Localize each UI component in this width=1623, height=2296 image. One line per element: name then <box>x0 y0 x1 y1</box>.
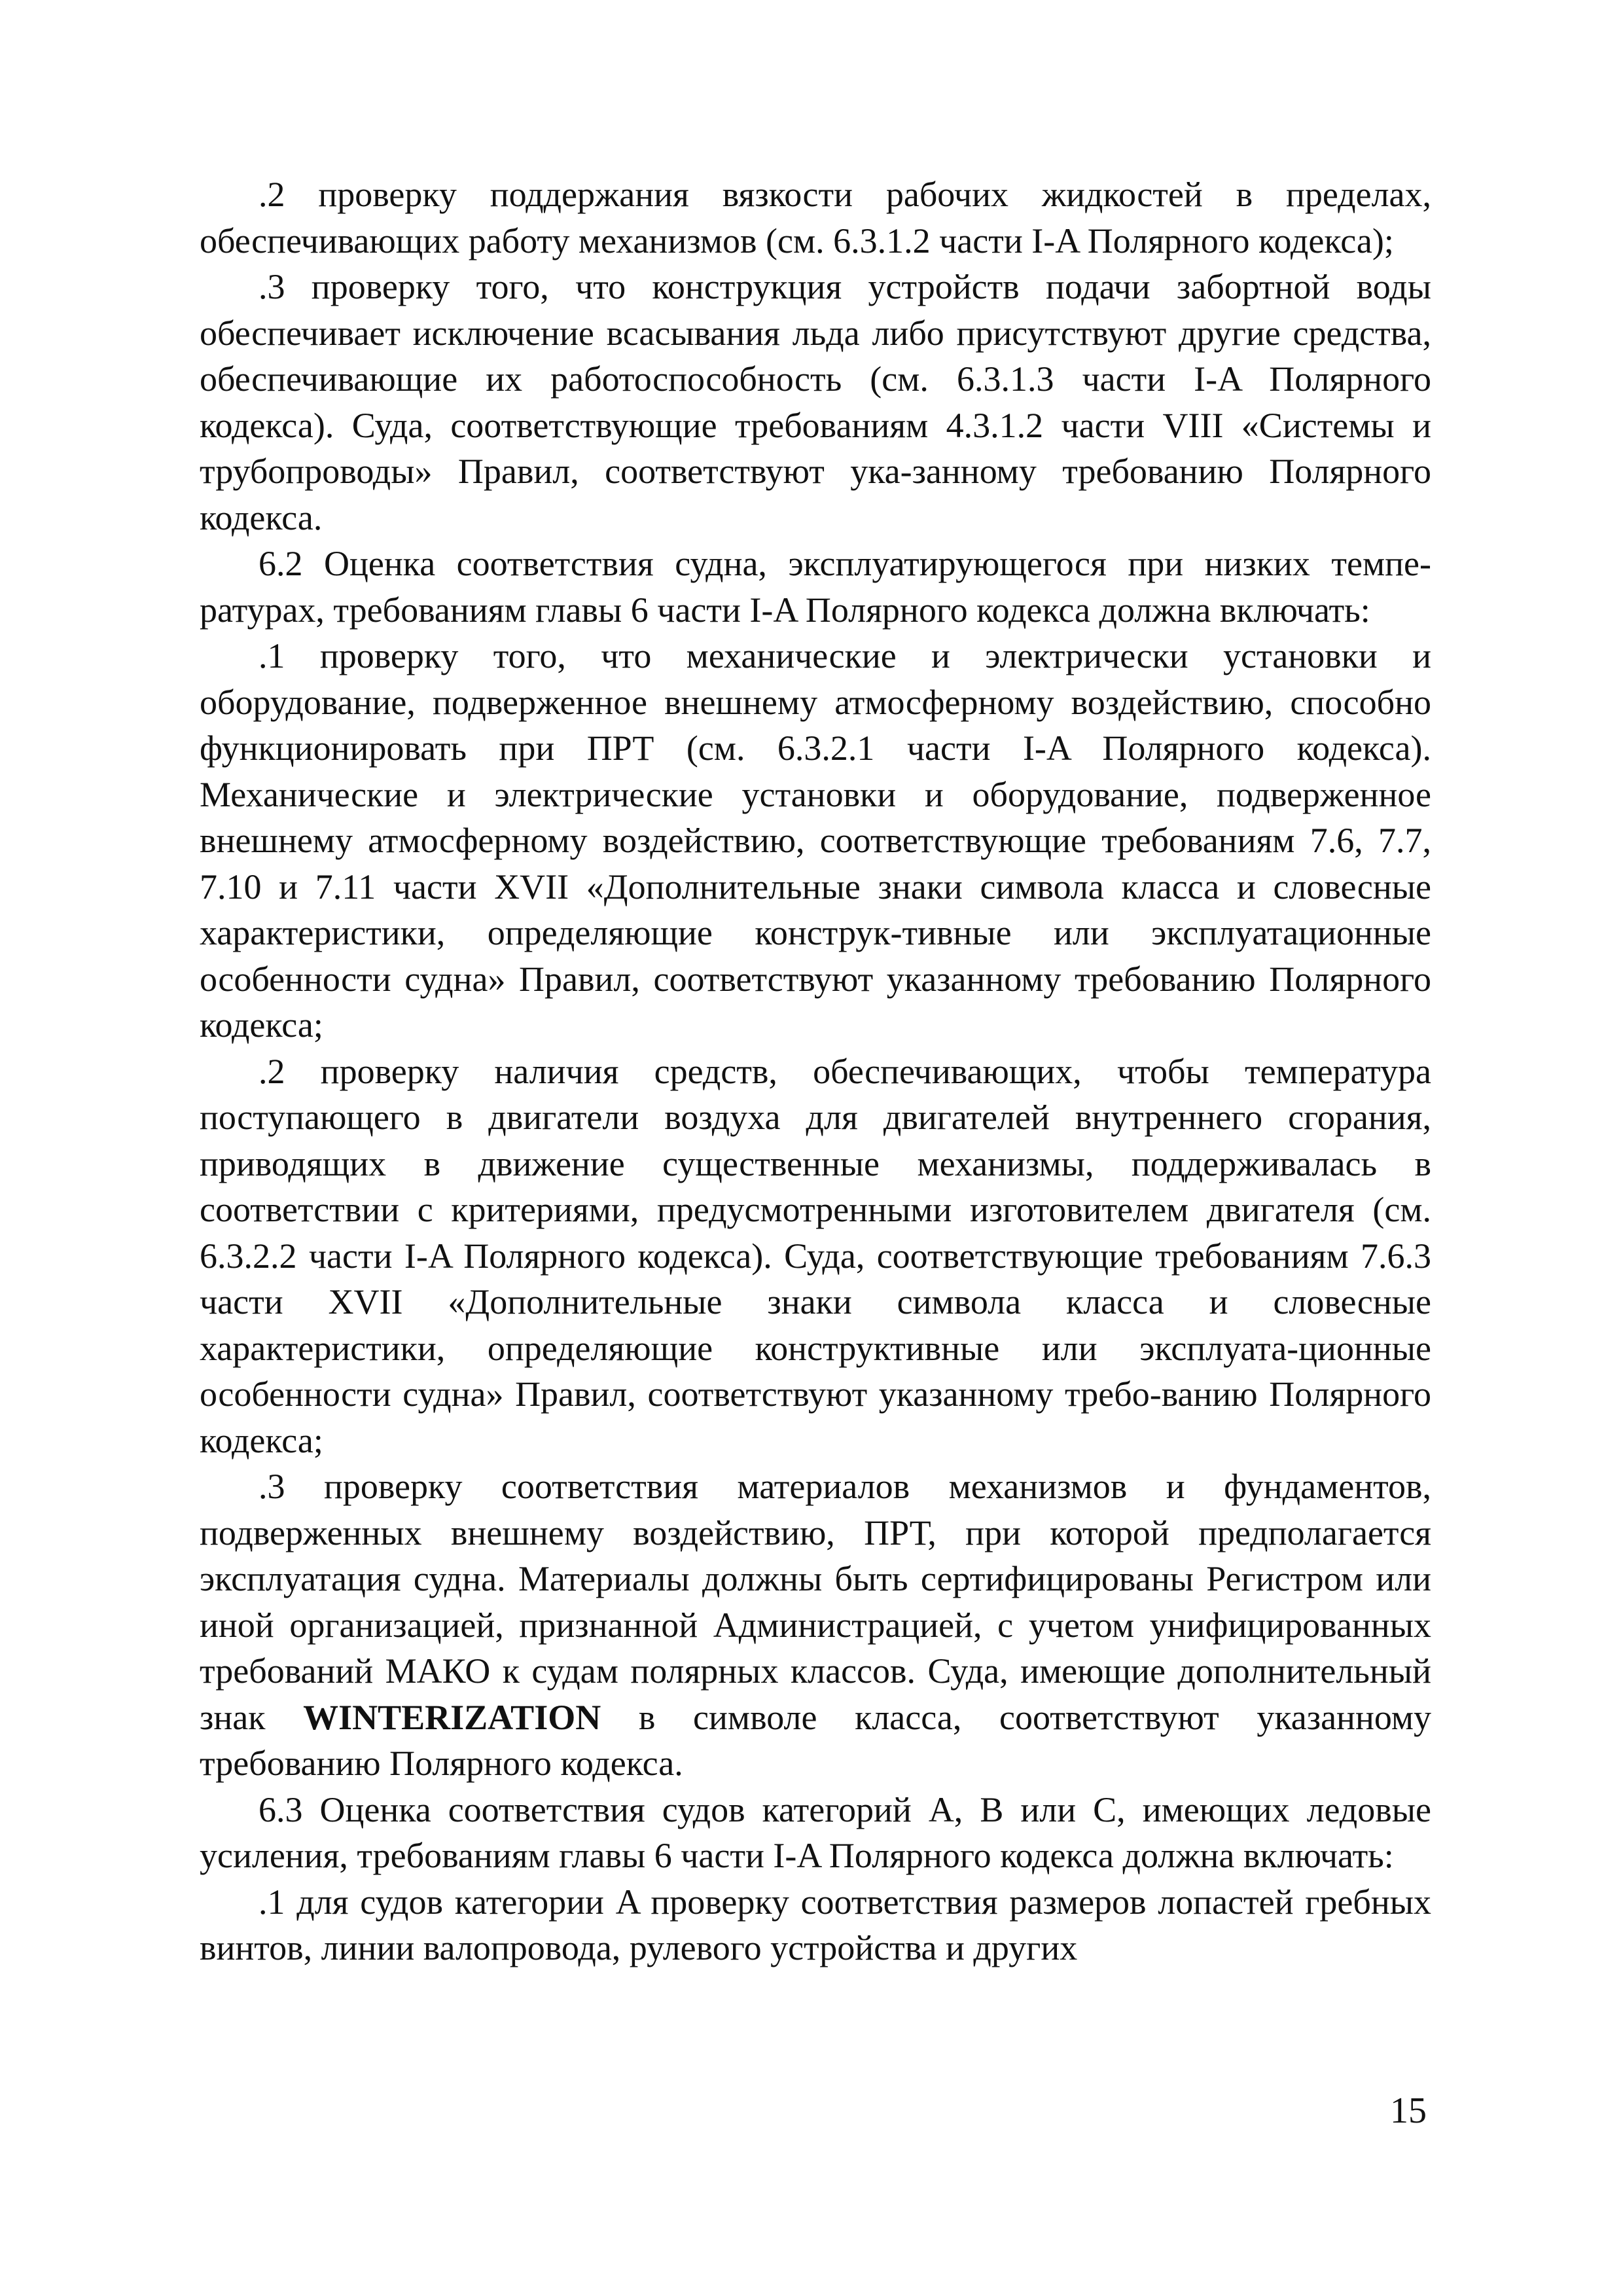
materials-text-after: в символе класса, соответствуют указанному требованию Полярного кодекса. <box>200 1697 1431 1783</box>
materials-text-before: .3 проверку соответствия материалов механизмов и фундаментов, подверженных внешнему воздействию, ПРТ, при которой предполагается эксплуатация судна. Материалы должны быть сертифицированы Регистром или иной организацией, признанной Администрацией, с учетом унифицированных требований МАКО к судам полярных классов. Суда, имеющие дополнительный знак <box>200 1467 1431 1737</box>
paragraph-engine-air-temperature-check: .2 проверку наличия средств, обеспечивающих, чтобы температура поступающего в двигатели воздуха для двигателей внутреннего сгорания, приводящих в движение существенные механизмы, поддерживалась в соответствии с критериями, предусмотренными изготовителем двигателя (см. 6.3.2.2 части I-A Полярного кодекса). Суда, соответствующие требованиям 7.6.3 части XVII «Дополнительные знаки символа класса и словесные характеристики, определяющие конструктивные или эксплуата-ционные особенности судна» Правил, соответствуют указанному требо-ванию Полярного кодекса; <box>200 1051 1431 1460</box>
paragraph-section-6-2: 6.2 Оценка соответствия судна, эксплуатирующегося при низких темпе-ратурах, требованиям главы 6 части I-A Полярного кодекса должна включать: <box>200 544 1431 630</box>
paragraph-equipment-prt-check: .1 проверку того, что механические и электрически установки и оборудование, подверженное внешнему атмосферному воздействию, способно функционировать при ПРТ (см. 6.3.2.1 части I-A Полярного кодекса). Механические и электрические установки и оборудование, подверженное внешнему атмосферному воздействию, соответствующие требованиям 7.6, 7.7, 7.10 и 7.11 части XVII «Дополнительные знаки символа класса и словесные характеристики, определяющие конструк-тивные или эксплуатационные особенности судна» Правил, соответствуют указанному требованию Полярного кодекса; <box>200 636 1431 1045</box>
paragraph-viscosity-check: .2 проверку поддержания вязкости рабочих жидкостей в пределах, обеспечивающих работу механизмов (см. 6.3.1.2 части I-A Полярного кодекса); <box>200 175 1431 260</box>
page-number: 15 <box>1390 2090 1427 2131</box>
paragraph-category-a-check: .1 для судов категории A проверку соответствия размеров лопастей гребных винтов, линии валопровода, рулевого устройства и других <box>200 1882 1431 1967</box>
paragraph-section-6-3: 6.3 Оценка соответствия судов категорий A, B или C, имеющих ледовые усиления, требованиям главы 6 части I-A Полярного кодекса должна включать: <box>200 1789 1431 1875</box>
body-text <box>200 171 1431 1971</box>
winterization-mark: WINTERIZATION <box>303 1697 601 1737</box>
paragraph-materials-check <box>200 1463 1431 1787</box>
paragraph-seawater-intake-check: .3 проверку того, что конструкция устройств подачи забортной воды обеспечивает исключение всасывания льда либо присутствуют другие средства, обеспечивающие их работоспособность (см. 6.3.1.3 части I-A Полярного кодекса). Суда, соответствующие требованиям 4.3.1.2 части VIII «Системы и трубопроводы» Правил, соответствуют ука-занному требованию Полярного кодекса. <box>200 267 1431 537</box>
